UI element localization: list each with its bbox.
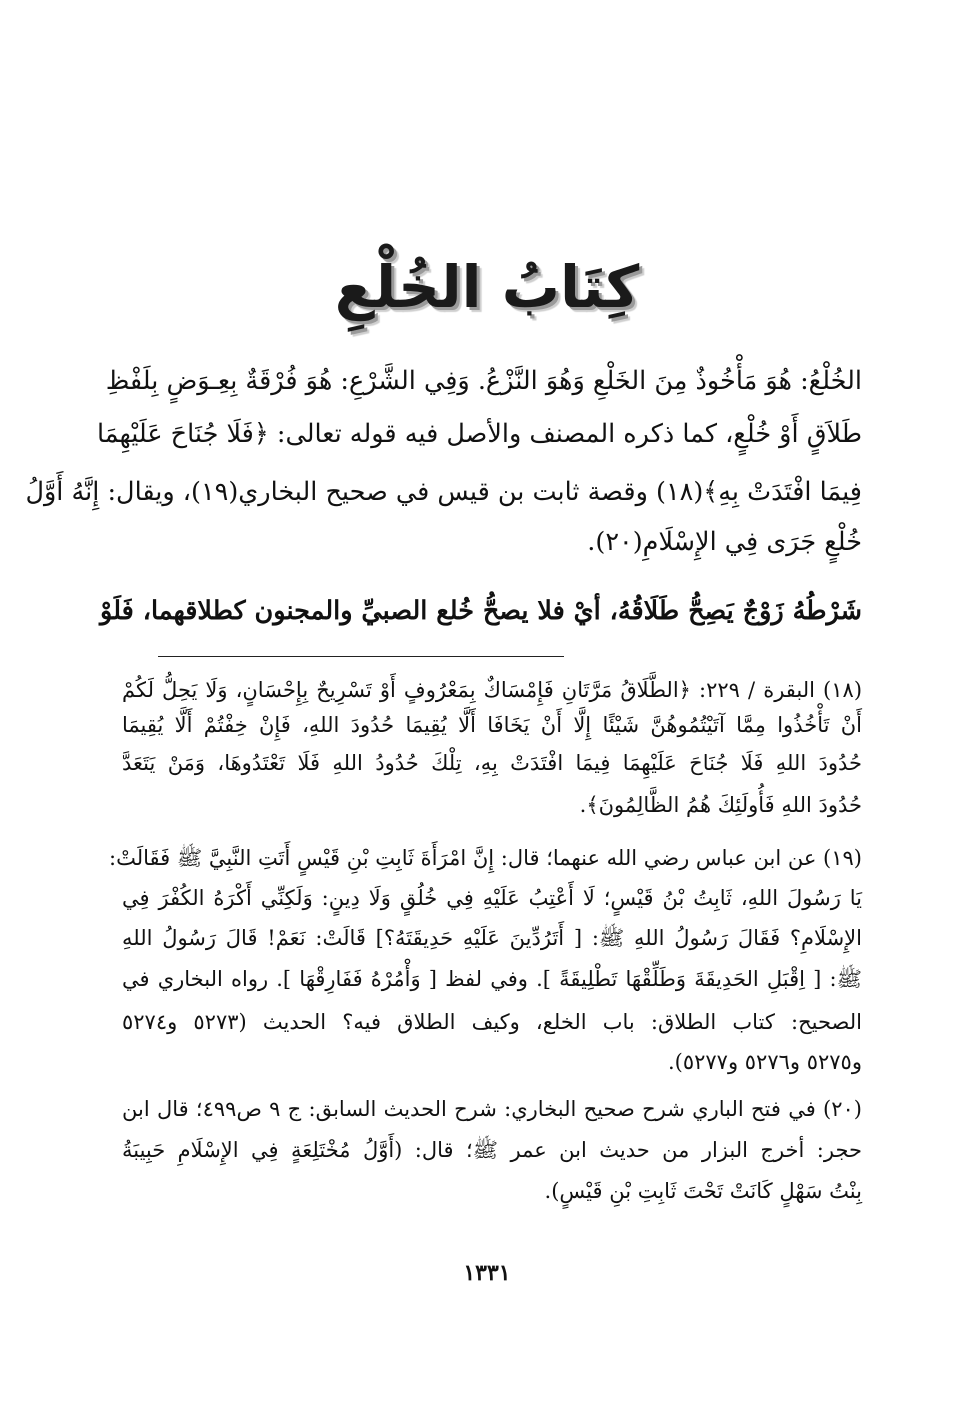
body-line-1: الخُلْعُ: هُوَ مَأْخُوذٌ مِنَ الخَلْعِ وَهُوَ النَّزْعُ. وَفِي الشَّرْعِ: هُوَ فُرْقَةٌ بِعِـوَضٍ بِلَفْظِ (105, 366, 862, 396)
page-number: ١٣٣١ (463, 1260, 511, 1286)
footnote-20-line-3: بِنْتُ سَهْلٍ كَانَتْ تَحْتَ ثَابِتِ بْنِ قَيْسٍ). (544, 1179, 862, 1203)
footnote-19-line-3: الإِسْلَامِ؟ فَقَالَ رَسُولُ اللهِ ﷺ: [ أَتَرُدِّينَ عَلَيْهِ حَدِيقَتَهُ؟] قَالَتْ: نَعَمْ! قَالَ رَسُولُ اللهِ (122, 926, 862, 950)
footnote-19-line-2: يَا رَسُولَ اللهِ، ثَابِتُ بْنُ قَيْسٍ؛ لَا أَعْتِبُ عَلَيْهِ فِي خُلُقٍ وَلَا دِينٍ: وَلَكِنِّي أَكْرَهُ الكُفْرَ فِي (122, 886, 862, 910)
footnote-19-line-4: ﷺ: [ اِقْبَلِ الحَدِيقَةَ وَطَلِّقْهَا تَطْلِيقَةً ]. وفي لفظ [ وَأْمُرْهُ فَفَارِقْهَا ]. رواه البخاري في (122, 967, 862, 991)
footnote-19-line-1: (١٩) عن ابن عباس رضي الله عنهما؛ قال: إِنَّ امْرَأَةَ ثَابِتِ بْنِ قَيْسٍ أَتَتِ النَّبِيَّ ﷺ فَقَالَتْ: (109, 846, 862, 870)
footnote-20-line-2: حجر: أخرج البزار من حديث ابن عمر ﷺ؛ قال: (أَوَّلُ مُخْتَلِعَةٍ فِي الإِسْلَامِ حَبِيبَةُ (122, 1138, 862, 1162)
condition-line: شَرْطُهُ زَوْجٌ يَصِحُّ طَلَاقُهُ، أيْ فلا يصحُّ خُلع الصبيِّ والمجنون كطلاقهما، فَلَوْ (100, 596, 862, 626)
footnote-18-line-3: حُدُودَ اللهِ فَلَا جُنَاحَ عَلَيْهِمَا فِيمَا افْتَدَتْ بِهِ، تِلْكَ حُدُودُ اللهِ فَلَا تَعْتَدُوهَا، وَمَنْ يَتَعَدَّ (122, 751, 862, 775)
footnote-divider (158, 656, 564, 657)
footnote-18-line-2: أَنْ تَأْخُذُوا مِمَّا آتَيْتُمُوهُنَّ شَيْئًا إِلَّا أَنْ يَخَافَا أَلَّا يُقِيمَا حُدُودَ اللهِ، فَإِنْ خِفْتُمْ أَلَّا يُقِيمَا (122, 713, 862, 737)
footnote-18-line-4: حُدُودَ اللهِ فَأُولَئِكَ هُمُ الظَّالِمُونَ﴾. (579, 793, 862, 817)
footnote-19-line-6: و٥٢٧٥ و٥٢٧٦ و٥٢٧٧). (667, 1050, 862, 1074)
footnote-18-line-1: (١٨) البقرة / ٢٢٩: ﴿الطَّلَاقُ مَرَّتَانِ فَإِمْسَاكٌ بِمَعْرُوفٍ أَوْ تَسْرِيحٌ بِإِحْسَانٍ، وَلَا يَحِلُّ لَكُمْ (122, 678, 863, 702)
body-line-3: فِيمَا افْتَدَتْ بِهِ﴾(١٨) وقصة ثابت بن قيس في صحيح البخاري(١٩)، ويقال: إِنَّهُ أَوَّلُ (25, 477, 862, 507)
page-title: كِتَابُ الخُلْعِ (334, 253, 640, 321)
body-line-2: طَلاَقٍ أَوْ خُلْعٍ، كما ذكره المصنف والأصل فيه قوله تعالى: ﴿فَلَا جُنَاحَ عَلَيْهِمَا (96, 419, 862, 449)
footnote-20-line-1: (٢٠) في فتح الباري شرح صحيح البخاري: شرح الحديث السابق: ج ٩ ص٤٩٩؛ قال ابن (122, 1097, 862, 1121)
body-line-4: خُلْعٍ جَرَى فِي الإِسْلَامِ(٢٠). (587, 527, 862, 557)
footnote-19-line-5: الصحيح: كتاب الطلاق: باب الخلع، وكيف الطلاق فيه؟ الحديث (٥٢٧٣ و٥٢٧٤ (122, 1010, 862, 1034)
